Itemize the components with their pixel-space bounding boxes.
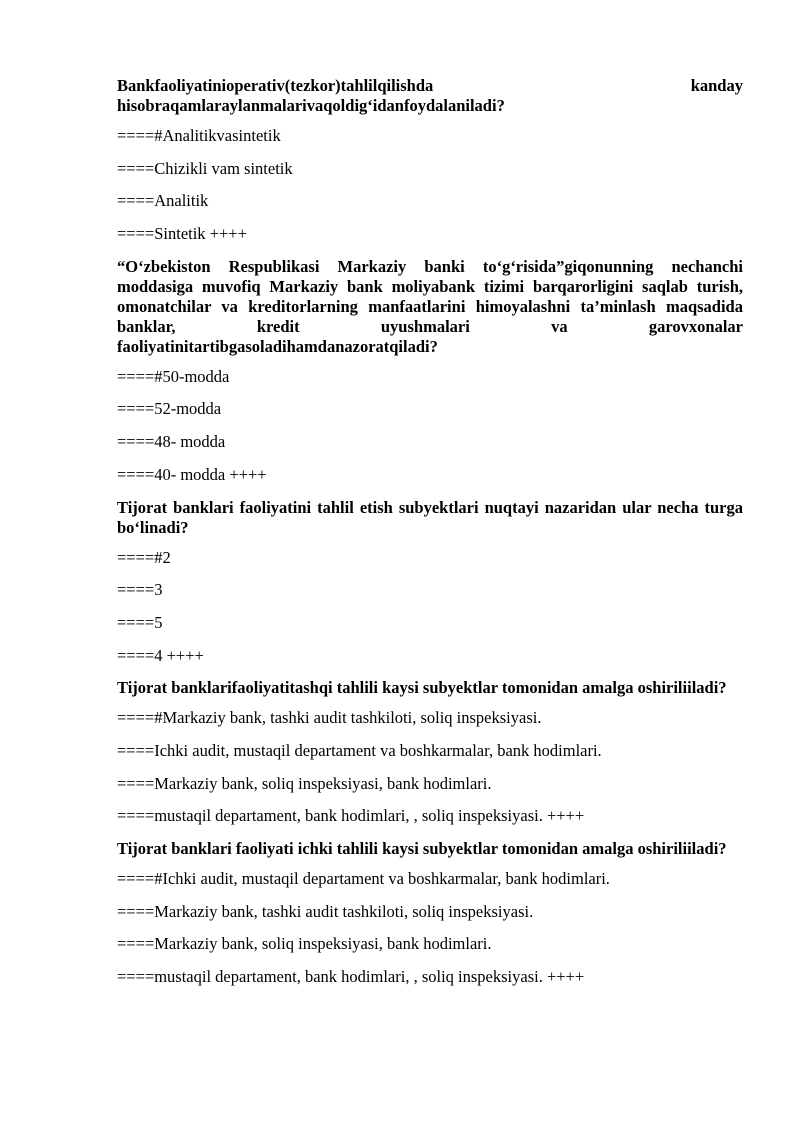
answer-option: ====52-modda <box>117 399 222 419</box>
answer-option: ====mustaqil departament, bank hodimlari, , soliq inspeksiyasi. ++++ <box>117 806 585 826</box>
question-text: Bankfaoliyatinioperativ(tezkor)tahlilqilishda kanday hisobraqamlaraylanmalarivaqoldig‘idanfoydalaniladi? <box>117 76 743 115</box>
answer-option: ====Chizikli vam sintetik <box>117 158 293 178</box>
question-block <box>117 76 743 244</box>
answer-option: ====48- modda <box>117 432 226 452</box>
document-body <box>117 76 743 1000</box>
answer-option: ====Analitik <box>117 191 209 211</box>
answer-option: ====#Markaziy bank, tashki audit tashkiloti, soliq inspeksiyasi. <box>117 708 542 728</box>
question-text: Tijorat banklari faoliyati ichki tahlili kaysi subyektlar tomonidan amalga oshiriliіladi? <box>117 839 727 858</box>
answer-option: ====Sintetik ++++ <box>117 224 247 244</box>
answer-option: ====40- modda ++++ <box>117 464 267 484</box>
answer-option: ====#Ichki audit, mustaqil departament va boshkarmalar, bank hodimlari. <box>117 869 610 888</box>
answer-option: ====5 <box>117 612 163 632</box>
answer-option: ====#2 <box>117 547 171 567</box>
question-text: Tijorat banklari faoliyatini tahlil etish subyektlari nuqtayi nazaridan ular necha turga bo‘linadi? <box>117 497 743 537</box>
answer-option: ====4 ++++ <box>117 645 204 665</box>
question-block <box>117 257 743 485</box>
answer-option: ====3 <box>117 580 163 600</box>
answer-option: ====mustaqil departament, bank hodimlari, , soliq inspeksiyasi. ++++ <box>117 967 585 987</box>
question-text: Tijorat banklarifaoliyatitashqi tahlili kaysi subyektlar tomonidan amalga oshiriliіladi? <box>117 678 727 698</box>
question-block <box>117 498 743 666</box>
answer-option: ====Markaziy bank, soliq inspeksiyasi, bank hodimlari. <box>117 773 492 793</box>
question-text: “O‘zbekiston Respublikasi Markaziy banki to‘g‘risida”giqonunning nechanchi moddasiga muvofiq Markaziy bank moliyabank tizimi barqarorligini saqlab turish, omonatchilar va kreditorlarning manfaatlarini himoyalashni ta’minlash maqsadida banklar, kredit uyushmalari va garovxonalar faoliyatinitartibgasoladihamdanazoratqiladi? <box>117 256 743 356</box>
answer-option: ====Markaziy bank, tashki audit tashkiloti, soliq inspeksiyasi. <box>117 901 534 921</box>
answer-option: ====#50-modda <box>117 366 230 386</box>
question-block <box>117 839 743 987</box>
answer-option: ====Markaziy bank, soliq inspeksiyasi, bank hodimlari. <box>117 934 492 954</box>
answer-option: ====#Analitikvasintetik <box>117 126 281 145</box>
question-block <box>117 678 743 826</box>
answer-option: ====Ichki audit, mustaqil departament va boshkarmalar, bank hodimlari. <box>117 740 602 760</box>
